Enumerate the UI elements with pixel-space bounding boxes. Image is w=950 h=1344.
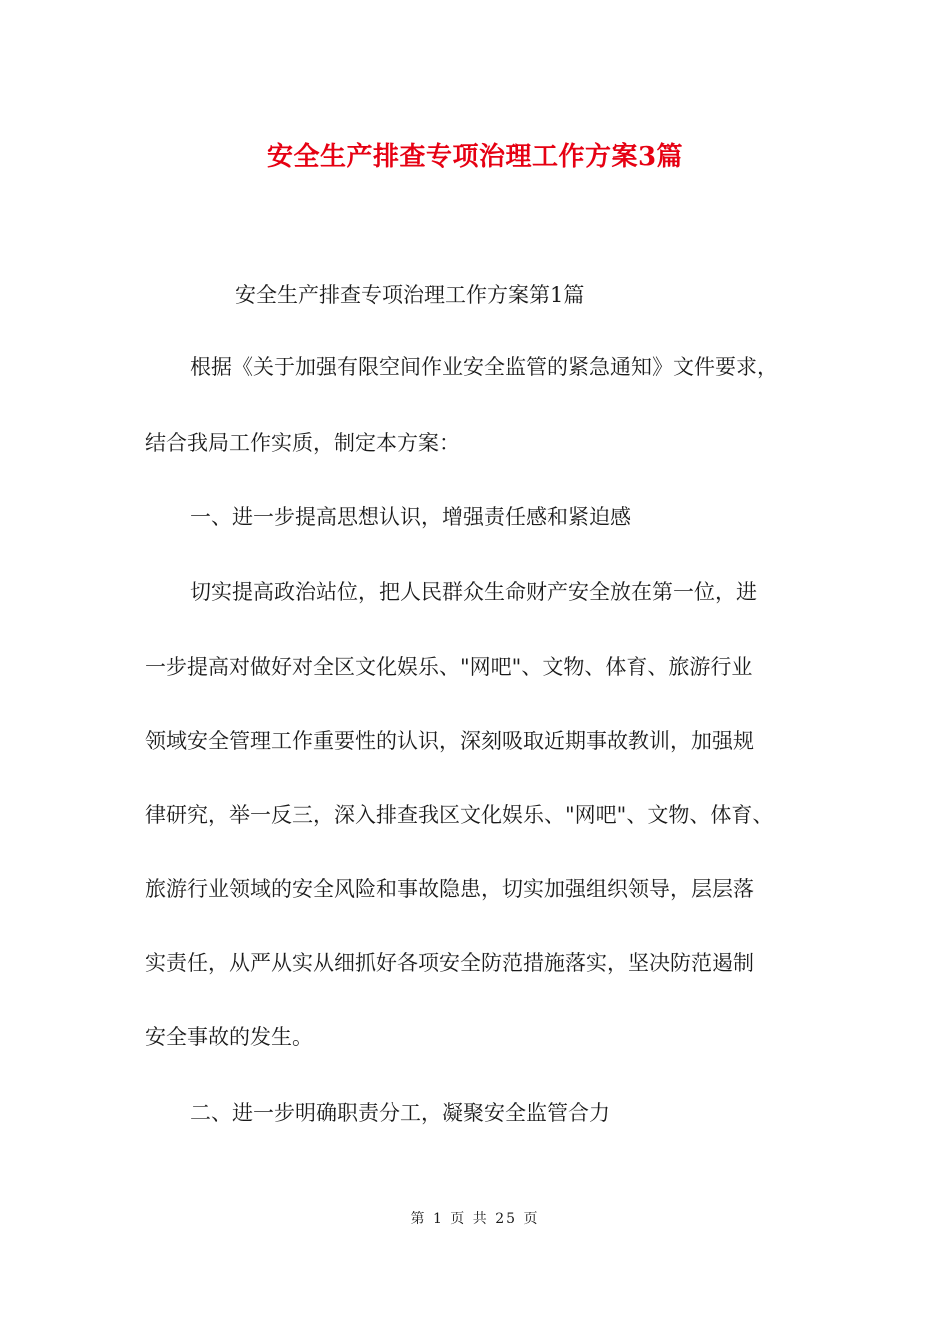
paragraph-line: 律研究，举一反三，深入排查我区文化娱乐、"网吧"、文物、体育、 [145,803,774,827]
document-title: 安全生产排查专项治理工作方案3篇 [266,142,684,172]
page-number-footer: 第 1 页 共 25 页 [410,1211,540,1227]
paragraph-line: 一步提高对做好对全区文化娱乐、"网吧"、文物、体育、旅游行业 [145,655,753,679]
paragraph-line: 旅游行业领域的安全风险和事故隐患，切实加强组织领导，层层落 [145,877,754,901]
paragraph-line: 领域安全管理工作重要性的认识，深刻吸取近期事故教训，加强规 [145,729,754,753]
section-heading: 一、进一步提高思想认识，增强责任感和紧迫感 [190,505,631,529]
section-heading: 二、进一步明确职责分工，凝聚安全监管合力 [190,1101,610,1125]
paragraph-line: 安全事故的发生。 [145,1025,313,1049]
paragraph-line: 切实提高政治站位，把人民群众生命财产安全放在第一位，进 [190,580,757,604]
paragraph-line: 实责任，从严从实从细抓好各项安全防范措施落实，坚决防范遏制 [145,951,754,975]
document-subtitle: 安全生产排查专项治理工作方案第1篇 [235,283,585,307]
paragraph-line: 根据《关于加强有限空间作业安全监管的紧急通知》文件要求， [190,355,778,379]
paragraph-line: 结合我局工作实质，制定本方案： [145,431,460,455]
